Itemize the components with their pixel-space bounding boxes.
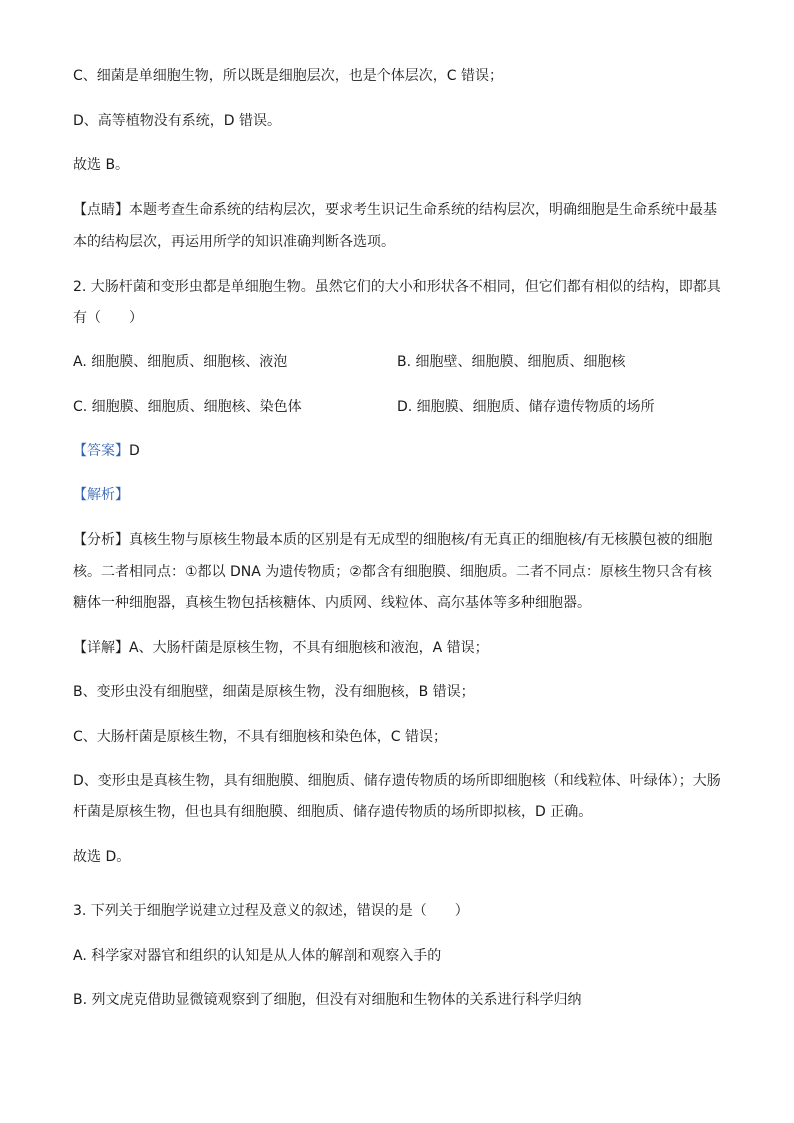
comment-tag: 【点睛】 (73, 202, 129, 218)
q3-stem: 3. 下列关于细胞学说建立过程及意义的叙述，错误的是（ ） (73, 903, 469, 919)
detail-line-c: C、大肠杆菌是原核生物，不具有细胞核和染色体，C 错误； (73, 729, 447, 745)
answer-value: D (129, 443, 140, 459)
q3-option-b: B. 列文虎克借助显微镜观察到了细胞，但没有对细胞和生物体的关系进行科学归纳 (73, 992, 582, 1008)
detail-tag: 【详解】 (73, 640, 129, 656)
fenxi-text-1: 真核生物与原核生物最本质的区别是有无成型的细胞核/有无真正的细胞核/有无核膜包被的细胞 (129, 532, 713, 548)
q2-option-c: C. 细胞膜、细胞质、细胞核、染色体 (73, 399, 302, 415)
fenxi-tag: 【分析】 (73, 532, 129, 548)
comment-line-2: 本的结构层次，再运用所学的知识准确判断各选项。 (73, 234, 395, 250)
answer-tag: 【答案】 (73, 443, 129, 459)
q2-option-d: D. 细胞膜、细胞质、储存遗传物质的场所 (397, 399, 655, 415)
q3-option-a: A. 科学家对器官和组织的认知是从人体的解剖和观察入手的 (73, 948, 442, 964)
line-prev-choose: 故选 B。 (73, 157, 130, 173)
detail-text-a: A、大肠杆菌是原核生物，不具有细胞核和液泡，A 错误； (129, 640, 489, 656)
q2-analysis-line: 【解析】 (73, 487, 129, 503)
fenxi-line-3: 糖体一种细胞器，真核生物包括核糖体、内质网、线粒体、高尔基体等多种细胞器。 (73, 595, 591, 611)
q2-stem-1: 2. 大肠杆菌和变形虫都是单细胞生物。虽然它们的大小和形状各不相同，但它们都有相似的结构，即都具 (73, 279, 721, 295)
detail-line-d2: 杆菌是原核生物，但也具有细胞膜、细胞质、储存遗传物质的场所即拟核，D 正确。 (73, 804, 593, 820)
q2-answer-line (73, 441, 140, 461)
detail-line-b: B、变形虫没有细胞壁，细菌是原核生物，没有细胞核，B 错误； (73, 684, 475, 700)
detail-line-a (73, 638, 489, 658)
q2-stem-2: 有（ ） (73, 310, 143, 326)
fenxi-line-2: 核。二者相同点：①都以 DNA 为遗传物质；②都含有细胞膜、细胞质。二者不同点：原核生物只含有核 (73, 564, 712, 580)
detail-line-d1: D、变形虫是真核生物，具有细胞膜、细胞质、储存遗传物质的场所即细胞核（和线粒体、叶绿体）；大肠 (73, 773, 721, 789)
fenxi-line-1 (73, 530, 712, 550)
comment-line-1 (73, 200, 717, 220)
q2-option-b: B. 细胞壁、细胞膜、细胞质、细胞核 (397, 354, 626, 370)
line-prev-d: D、高等植物没有系统，D 错误。 (73, 113, 282, 129)
comment-text-1: 本题考查生命系统的结构层次，要求考生识记生命系统的结构层次，明确细胞是生命系统中最基 (129, 202, 717, 218)
q2-option-a: A. 细胞膜、细胞质、细胞核、液泡 (73, 354, 288, 370)
q2-choose: 故选 D。 (73, 849, 131, 865)
line-prev-c: C、细菌是单细胞生物，所以既是细胞层次，也是个体层次，C 错误； (73, 68, 503, 84)
